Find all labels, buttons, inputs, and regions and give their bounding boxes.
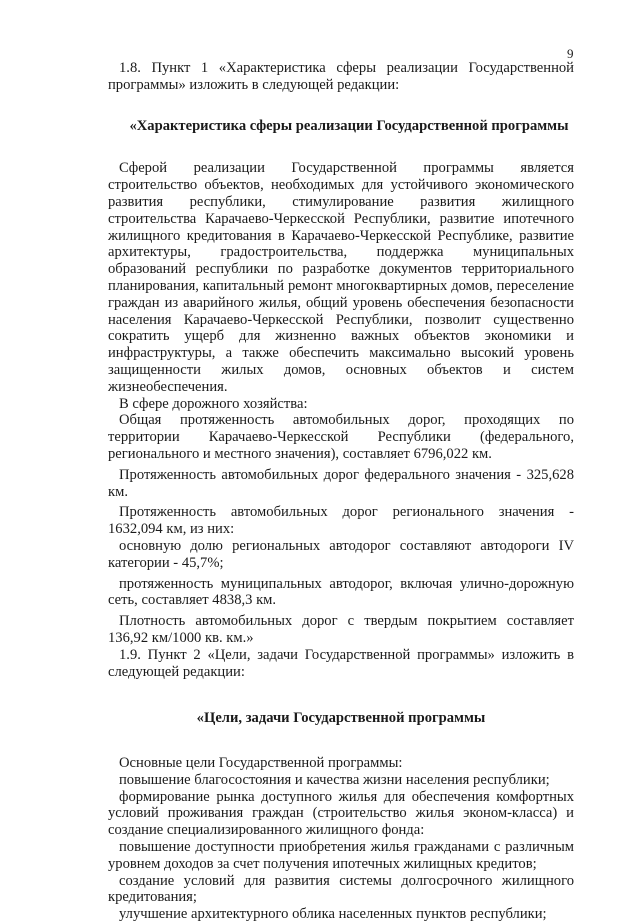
paragraph-1-8: 1.8. Пункт 1 «Характеристика сферы реализации Государственной программы» изложить в следующей редакции: <box>108 60 574 93</box>
paragraph-1-9: 1.9. Пункт 2 «Цели, задачи Государственной программы» изложить в следующей редакции: <box>108 646 574 680</box>
paragraph-scope: Сферой реализации Государственной программы является строительство объектов, необходимых для устойчивого экономического развития республики, стимулирование развития жилищного строительства Карачаево-Черкесской Республики, развитие ипотечного жилищного кредитования в Карачаево-Черкесской Республике, развитие архитектуры, градостроительства, поддержка муниципальных образований республики по разработке документов территориального планирования, капитальный ремонт многоквартирных домов, переселение граждан из аварийного жилья, общий уровень обеспечения безопасности населения Карачаево-Черкесской Республики, позволит существенно сократить ущерб для жизненно важных объектов экономики и инфраструктуры, а также обеспечить максимально высокий уровень защищенности жилых домов, основных объектов и систем жизнеобеспечения. <box>108 160 574 395</box>
paragraph-category-iv: основную долю региональных автодорог составляют автодороги IV категории - 45,7%; <box>108 537 574 571</box>
paragraph-regional-roads: Протяженность автомобильных дорог регионального значения - 1632,094 км, из них: <box>108 504 574 538</box>
goal-item: повышение доступности приобретения жилья гражданами с различным уровнем доходов за счет получения ипотечных жилищных кредитов; <box>108 839 574 872</box>
goal-item: создание условий для развития системы долгосрочного жилищного кредитования; <box>108 872 574 906</box>
paragraph-road-sector: В сфере дорожного хозяйства: <box>119 395 308 412</box>
paragraph-main-goals: Основные цели Государственной программы: <box>119 755 403 772</box>
goal-item: улучшение архитектурного облика населенных пунктов республики; <box>119 906 547 923</box>
paragraph-municipal-roads: протяженность муниципальных автодорог, включая улично-дорожную сеть, составляет 4838,3 км. <box>108 575 574 609</box>
paragraph-road-density: Плотность автомобильных дорог с твердым покрытием составляет 136,92 км/1000 кв. км.» <box>108 613 574 646</box>
section-heading-goals: «Цели, задачи Государственной программы <box>196 710 486 727</box>
page-number: 9 <box>567 46 574 61</box>
paragraph-total-length: Общая протяженность автомобильных дорог, проходящих по территории Карачаево-Черкесской Республики (федерального, регионального и местного значения), составляет 6796,022 км. <box>108 412 574 462</box>
section-heading-characteristics: «Характеристика сферы реализации Государственной программы <box>129 117 569 134</box>
goal-item: повышение благосостояния и качества жизни населения республики; <box>119 771 550 788</box>
document-body <box>108 60 574 923</box>
goal-item: формирование рынка доступного жилья для обеспечения комфортных условий проживания граждан (строительство жилья эконом-класса) и создание специализированного жилищного фонда: <box>108 788 574 839</box>
paragraph-federal-roads: Протяженность автомобильных дорог федерального значения - 325,628 км. <box>108 466 574 500</box>
